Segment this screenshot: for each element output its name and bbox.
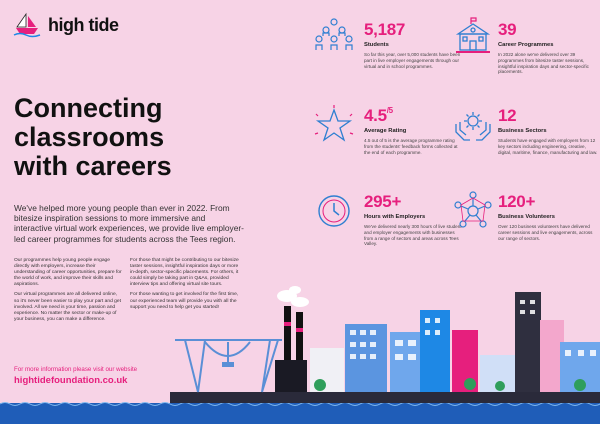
people-group-icon — [313, 16, 355, 58]
stat-title: Students — [364, 42, 389, 48]
rating-scale: /5 — [386, 106, 393, 115]
body-paragraph: For those wanting to get involved for the first time, our experienced team will provide you with all the support you need to help get you started! — [130, 292, 239, 310]
stat-description: So far this year, over 5,000 students have been part in live employer engagements through our virtual and in school programmes. — [364, 52, 461, 69]
stat-description: In 2022 alone we've delivered over 39 programmes from bitesize taster sessions, insightful inspiration days and sector-specific placements. — [498, 52, 589, 75]
school-building-icon — [452, 16, 494, 58]
stat-number — [364, 106, 393, 126]
stat-number: 120+ — [498, 192, 536, 211]
brand-name: high tide — [48, 14, 119, 35]
body-paragraph: Our programmes help young people engage directly with employers, increase their understanding of career opportunities, prepare for the world of work, and improve their skills and aspirations. — [14, 258, 122, 288]
stat-description: Over 120 business volunteers have delivered career sessions and live engagements, across our range of sectors. — [498, 224, 593, 241]
headline-line: classrooms — [14, 122, 165, 152]
stat-title: Average Rating — [364, 128, 407, 134]
headline-line: Connecting — [14, 93, 163, 123]
page-title — [14, 94, 264, 181]
stat-title: Business Sectors — [498, 128, 547, 134]
intro-paragraph: We've helped more young people than ever in 2022. From bitesize inspiration sessions to more immersive and interactive virtual work experiences, we provide live employer-led career programmes for students across the Tees region. — [14, 203, 244, 244]
star-rating-icon — [313, 104, 355, 146]
website-link[interactable]: hightidefoundation.co.uk — [14, 375, 128, 386]
clock-icon — [313, 190, 355, 232]
body-paragraph: Our virtual programmes are all delivered online, so it's never been easier to play your part and get involved. All we need is your time, passion and experience. No matter the sector or make-up of your business, you can make a difference. — [14, 292, 121, 322]
stat-description: We've delivered nearly 300 hours of live student and employer engagements with businesses from a range of sectors and areas across Tees Valley. — [364, 224, 462, 247]
stat-title: Career Programmes — [498, 42, 554, 48]
stat-number: 39 — [498, 20, 517, 39]
headline-line: with careers — [14, 151, 172, 181]
stat-description: Students have engaged with employers from 12 key sectors including engineering, creative, digital, maritime, finance, manufacturing and law. — [498, 138, 598, 155]
stat-number: 5,187 — [364, 20, 406, 39]
rating-value: 4.5 — [364, 106, 387, 125]
stat-description: 4.5 out of 5 is the average programme rating from the students' feedback forms collected at the end of each programme. — [364, 138, 458, 155]
stat-title: Business Volunteers — [498, 214, 555, 220]
stat-number: 295+ — [364, 192, 402, 211]
footer-info: For more information please visit our website — [14, 366, 138, 373]
network-people-icon — [452, 190, 494, 232]
boat-logo-icon — [12, 12, 42, 38]
body-paragraph: For those that might be contributing to our bitesize taster sessions, insightful inspiration days or more in-depth, sector-specific placements. For others, it could simply be taking part in Q&As, provided interview tips and offering virtual site tours. — [130, 258, 239, 288]
stat-title: Hours with Employers — [364, 214, 426, 220]
brand-logo — [12, 12, 119, 38]
cityscape-illustration — [0, 270, 600, 424]
hands-gear-icon — [452, 104, 494, 146]
stat-number: 12 — [498, 106, 517, 125]
